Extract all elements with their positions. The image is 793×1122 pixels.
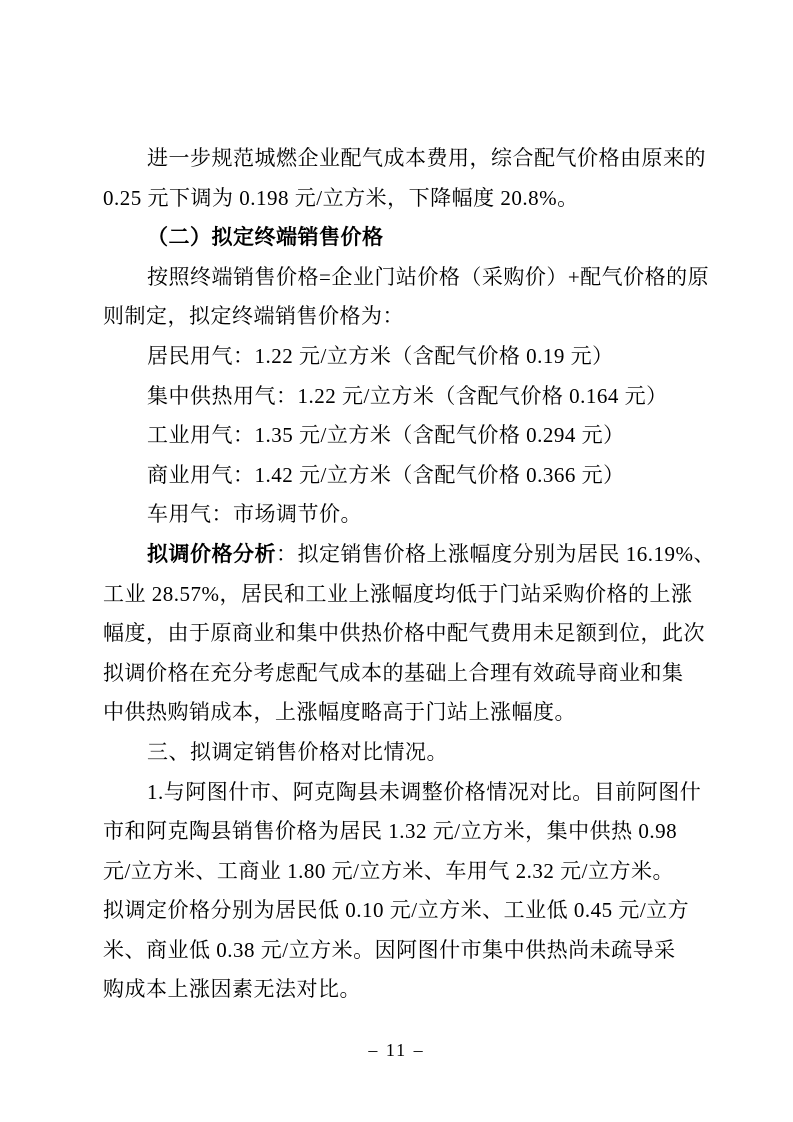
line-text: 进一步规范城燃企业配气成本费用，综合配气价格由原来的 [147, 146, 706, 170]
line-text: 集中供热用气：1.22 元/立方米（含配气价格 0.164 元） [147, 383, 668, 408]
line-text: 拟调定价格分别为居民低 0.10 元/立方米、工业低 0.45 元/立方 [103, 898, 690, 923]
line-text: 则制定，拟定终端销售价格为： [103, 304, 404, 329]
text-line [103, 693, 703, 733]
text-line [103, 535, 715, 575]
section-heading [103, 218, 703, 258]
text-line [103, 773, 703, 813]
text-line [103, 931, 703, 971]
line-text: （二）拟定终端销售价格 [147, 225, 384, 250]
text-line [103, 891, 703, 931]
text-line [103, 297, 703, 337]
line-text: 居民用气：1.22 元/立方米（含配气价格 0.19 元） [147, 343, 614, 368]
line-text: 幅度，由于原商业和集中供热价格中配气费用未足额到位，此次 [103, 621, 705, 646]
line-text: 商业用气：1.42 元/立方米（含配气价格 0.366 元） [147, 462, 625, 487]
line-text: 拟调价格在充分考虑配气成本的基础上合理有效疏导商业和集 [103, 660, 684, 685]
line-text: 元/立方米、工商业 1.80 元/立方米、车用气 2.32 元/立方米。 [103, 858, 675, 883]
page-body [103, 139, 715, 1010]
text-line [103, 139, 706, 179]
line-text: 购成本上涨因素无法对比。 [103, 977, 361, 1002]
price-line-vehicle [103, 495, 703, 535]
line-text: 米、商业低 0.38 元/立方米。因阿图什市集中供热尚未疏导采 [103, 937, 676, 962]
line-text: 中供热购销成本，上涨幅度略高于门站上涨幅度。 [103, 700, 576, 725]
price-line-industrial [103, 416, 703, 456]
text-line [103, 258, 710, 298]
price-line-commercial [103, 456, 703, 496]
bold-run: 拟调价格分析 [147, 541, 276, 566]
text-line [103, 614, 703, 654]
section-heading [103, 733, 703, 773]
text-line [103, 654, 703, 694]
line-text: 0.25 元下调为 0.198 元/立方米，下降幅度 20.8%。 [103, 185, 579, 210]
text-line [103, 575, 703, 615]
text-line [103, 852, 703, 892]
line-text: 工业用气：1.35 元/立方米（含配气价格 0.294 元） [147, 423, 625, 448]
line-text: 1.与阿图什市、阿克陶县未调整价格情况对比。目前阿图什 [147, 779, 702, 804]
text-line [103, 970, 703, 1010]
line-text: 按照终端销售价格=企业门站价格（采购价）+配气价格的原 [147, 264, 710, 289]
price-line-residential [103, 337, 703, 377]
line-text: 三、拟调定销售价格对比情况。 [147, 739, 448, 764]
price-line-central-heating [103, 377, 703, 417]
text-line [103, 179, 703, 219]
line-text: 工业 28.57%，居民和工业上涨幅度均低于门站采购价格的上涨 [103, 581, 693, 606]
line-text: 车用气：市场调节价。 [147, 502, 362, 527]
text-line [103, 812, 703, 852]
page-number: – 11 – [368, 1040, 425, 1060]
line-text: ：拟定销售价格上涨幅度分别为居民 16.19%、 [276, 541, 715, 566]
line-text: 市和阿克陶县销售价格为居民 1.32 元/立方米，集中供热 0.98 [103, 819, 678, 844]
